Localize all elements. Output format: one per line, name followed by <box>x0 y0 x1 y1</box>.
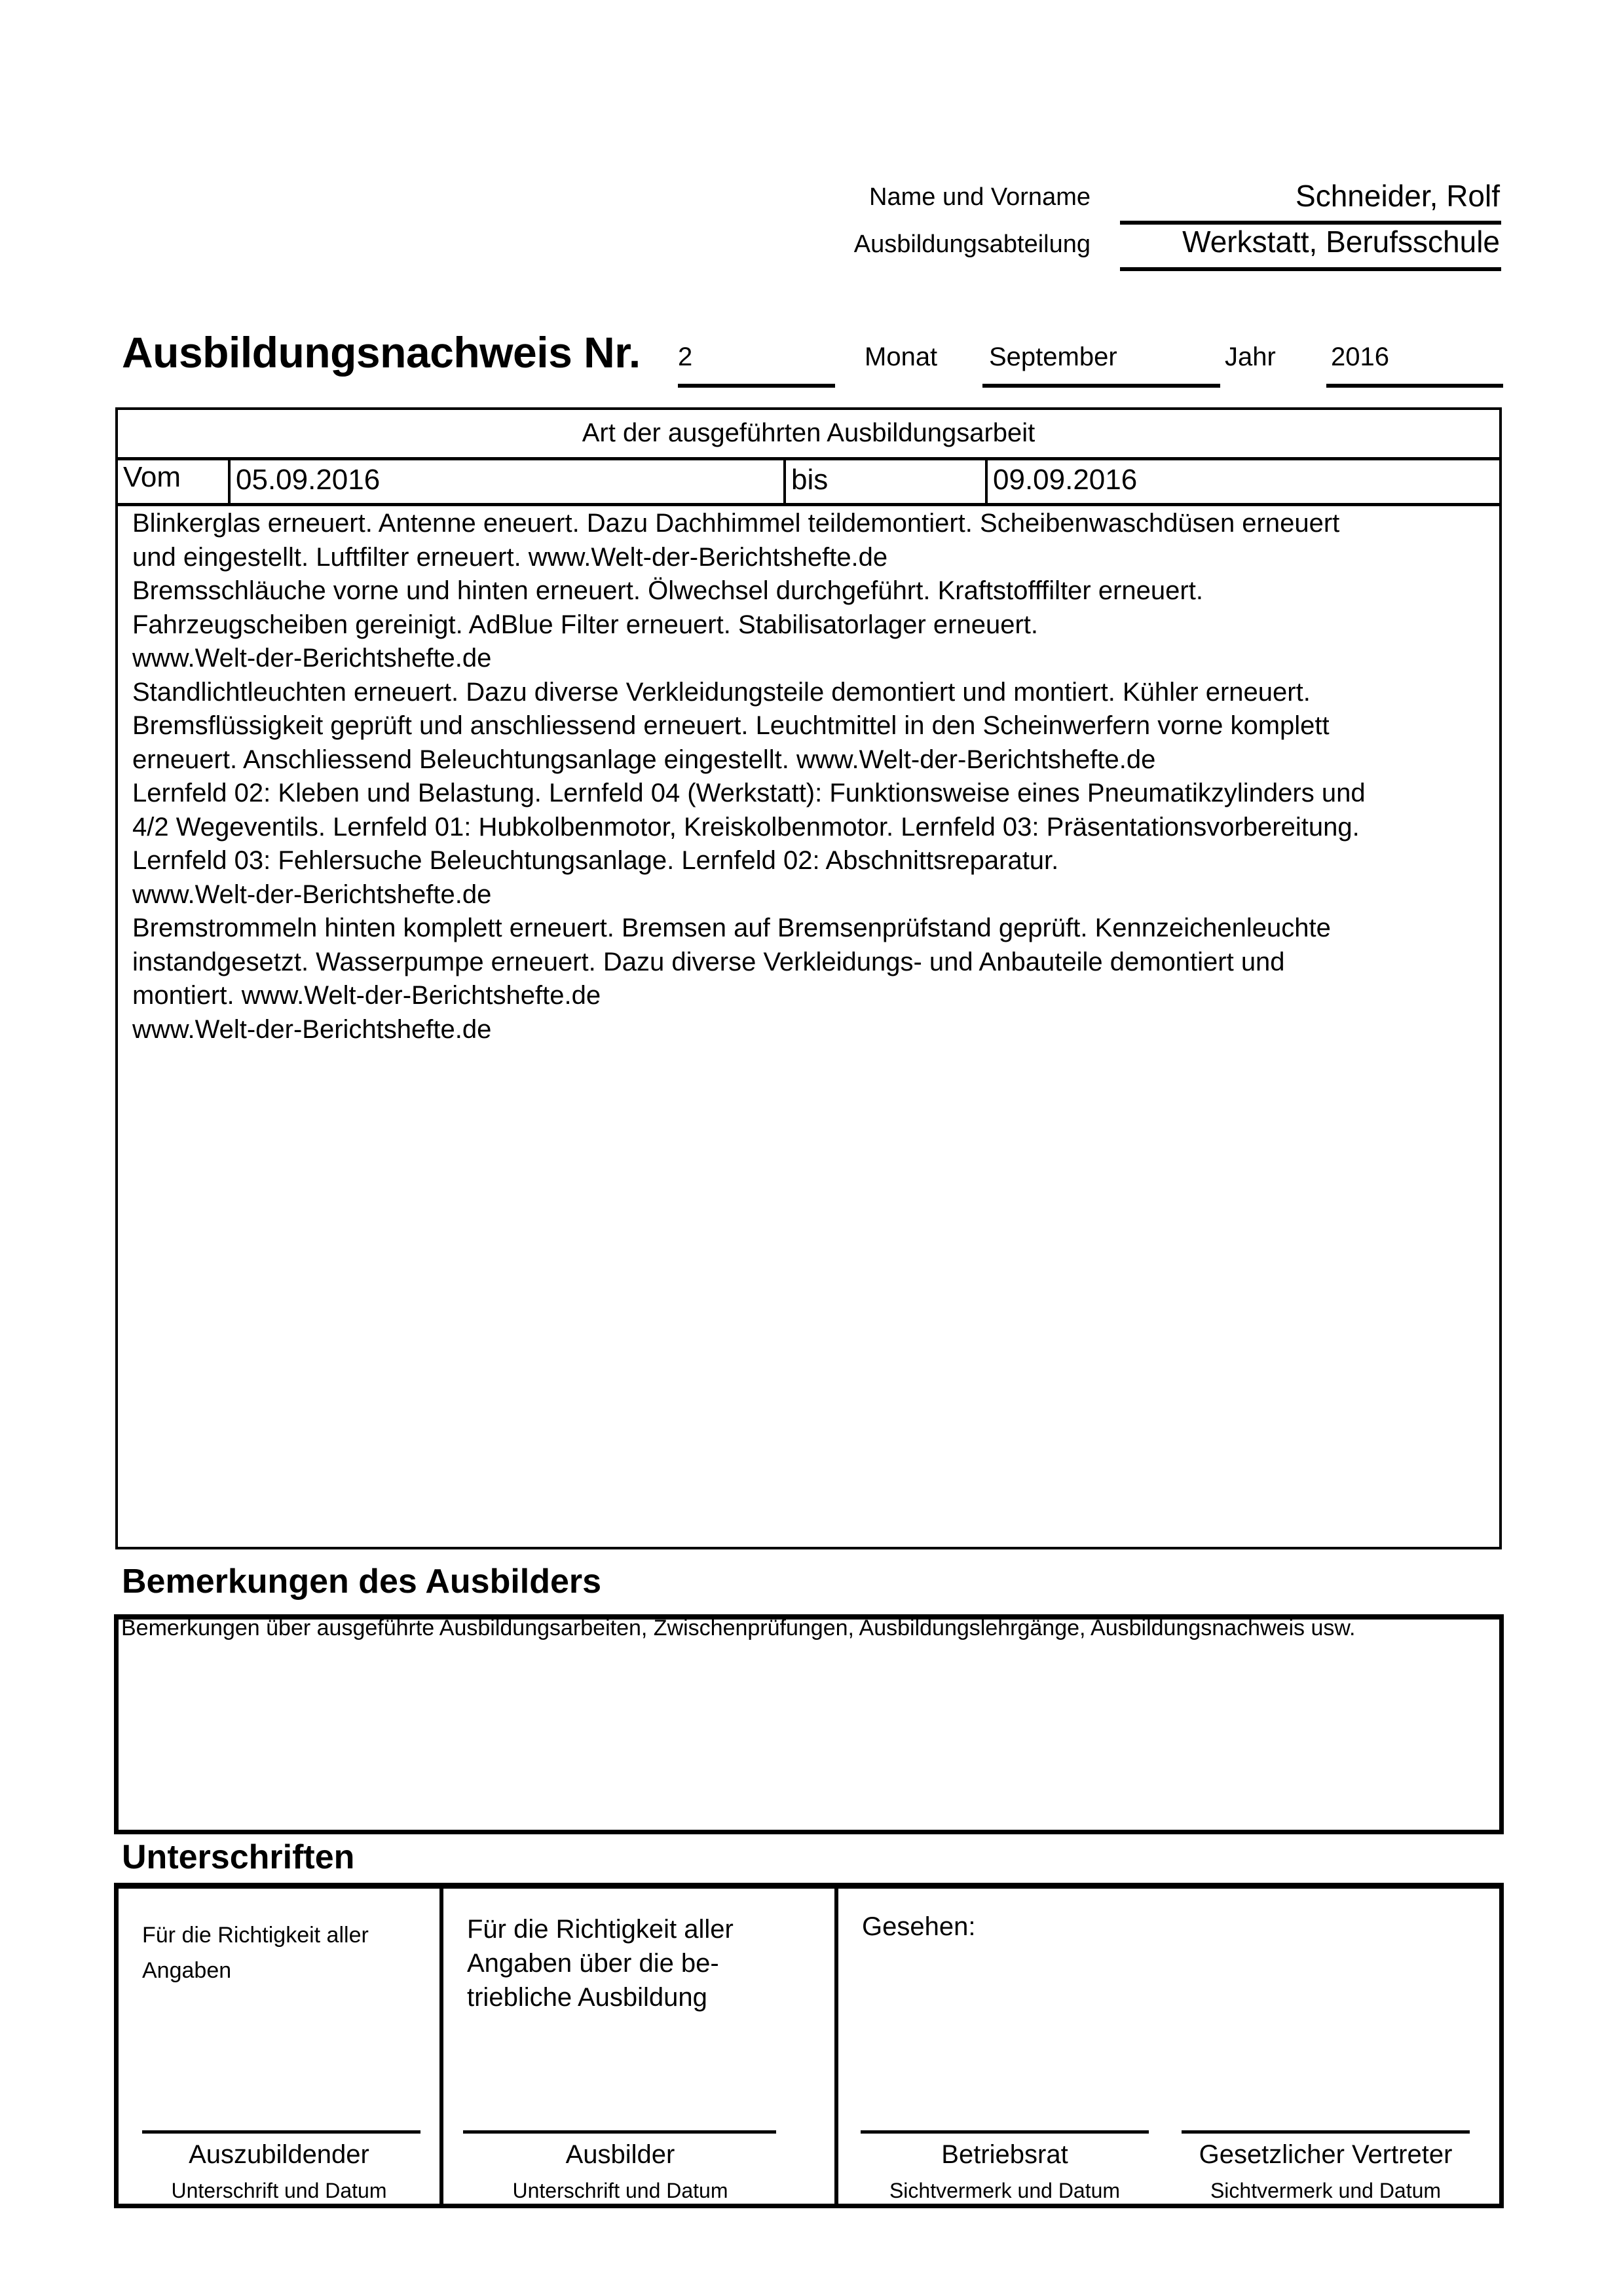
name-field[interactable]: Schneider, Rolf <box>1296 179 1500 213</box>
trainer-signature-line[interactable] <box>463 2130 776 2134</box>
to-date-value: 09.09.2016 <box>993 464 1138 496</box>
to-label: bis <box>791 464 829 496</box>
signature-col-seen <box>834 1889 1499 2204</box>
work-line: Lernfeld 03: Fehlersuche Beleuchtungsanlage. Lernfeld 02: Abschnittsreparatur. <box>132 846 1059 875</box>
works-council-role: Betriebsrat <box>941 2140 1068 2169</box>
trainer-role: Ausbilder <box>565 2140 675 2169</box>
from-label: Vom <box>123 461 181 493</box>
work-line: montiert. www.Welt-der-Berichtshefte.de <box>132 981 601 1010</box>
remarks-heading: Bemerkungen des Ausbilders <box>122 1563 602 1601</box>
work-line: www.Welt-der-Berichtshefte.de <box>132 1014 492 1044</box>
department-field[interactable]: Werkstatt, Berufsschule <box>1182 225 1500 259</box>
work-line: instandgesetzt. Wasserpumpe erneuert. Dazu diverse Verkleidungs- und Anbauteile demontiert und <box>132 947 1285 976</box>
text-line: Angaben über die be- <box>467 1949 719 1978</box>
work-line: Bremsflüssigkeit geprüft und anschliessend erneuert. Leuchtmittel in den Scheinwerfern vorne komplett <box>132 711 1330 740</box>
text-line: Für die Richtigkeit aller <box>142 1923 369 1948</box>
report-number-underline <box>678 384 835 388</box>
department-label: Ausbildungsabteilung <box>853 231 1091 258</box>
works-council-sub: Sichtvermerk und Datum <box>889 2179 1121 2202</box>
work-line: Standlichtleuchten erneuert. Dazu diverse Verkleidungsteile demontiert und montiert. Kühler erneuert. <box>132 677 1311 707</box>
signature-col-trainee <box>119 1889 439 2204</box>
text-line: triebliche Ausbildung <box>467 1983 707 2012</box>
to-date-field[interactable] <box>985 460 1502 503</box>
month-underline <box>982 384 1220 388</box>
work-line: Bremsschläuche vorne und hinten erneuert. Ölwechsel durchgeführt. Kraftstofffilter erneuert. <box>132 576 1203 605</box>
to-label-cell <box>783 460 985 503</box>
trainer-confirmation-text <box>467 1912 734 2014</box>
trainee-signature-line[interactable] <box>142 2130 420 2134</box>
report-number-field[interactable]: 2 <box>678 343 693 371</box>
year-field[interactable]: 2016 <box>1331 343 1389 371</box>
from-date-value: 05.09.2016 <box>236 464 381 496</box>
remarks-field[interactable] <box>114 1614 1504 1834</box>
text-line: Für die Richtigkeit aller <box>467 1915 734 1944</box>
work-line: Fahrzeugscheiben gereinigt. AdBlue Filter erneuert. Stabilisatorlager erneuert. <box>132 610 1039 639</box>
signature-col-trainer <box>439 1889 834 2204</box>
work-description[interactable] <box>132 507 1486 1046</box>
year-underline <box>1326 384 1503 388</box>
work-line: www.Welt-der-Berichtshefte.de <box>132 880 492 909</box>
trainee-sub: Unterschrift und Datum <box>171 2179 387 2202</box>
legal-guardian-sub: Sichtvermerk und Datum <box>1210 2179 1442 2202</box>
work-line: erneuert. Anschliessend Beleuchtungsanlage eingestellt. www.Welt-der-Berichtshefte.de <box>132 745 1156 774</box>
trainer-sub: Unterschrift und Datum <box>512 2179 728 2202</box>
work-line: und eingestellt. Luftfilter erneuert. www.Welt-der-Berichtshefte.de <box>132 542 888 572</box>
work-line: 4/2 Wegeventils. Lernfeld 01: Hubkolbenmotor, Kreiskolbenmotor. Lernfeld 03: Präsentationsvorbereitung. <box>132 812 1360 842</box>
legal-guardian-signature-line[interactable] <box>1182 2130 1470 2134</box>
work-table <box>115 407 1502 1549</box>
page-title: Ausbildungsnachweis Nr. <box>122 328 641 377</box>
department-underline <box>1120 267 1501 271</box>
month-label: Monat <box>865 343 938 371</box>
month-field[interactable]: September <box>989 343 1117 371</box>
work-line: Lernfeld 02: Kleben und Belastung. Lernfeld 04 (Werkstatt): Funktionsweise eines Pneumatikzylinders und <box>132 779 1366 807</box>
work-line: www.Welt-der-Berichtshefte.de <box>132 644 492 673</box>
year-label: Jahr <box>1225 343 1276 371</box>
name-label: Name und Vorname <box>869 183 1091 211</box>
text-line: Angaben <box>142 1958 232 1983</box>
date-range-row <box>118 460 1499 506</box>
signatures-heading: Unterschriften <box>122 1838 355 1876</box>
seen-label: Gesehen: <box>862 1912 976 1941</box>
work-table-heading: Art der ausgeführten Ausbildungsarbeit <box>118 410 1499 460</box>
remarks-hint: Bemerkungen über ausgeführte Ausbildungsarbeiten, Zwischenprüfungen, Ausbildungslehrgänge, Ausbildungsnachweis usw. <box>121 1616 1356 1640</box>
work-line: Bremstrommeln hinten komplett erneuert. Bremsen auf Bremsenprüfstand geprüft. Kennzeichenleuchte <box>132 914 1331 942</box>
legal-guardian-role: Gesetzlicher Vertreter <box>1199 2140 1453 2169</box>
signatures-table <box>114 1883 1504 2208</box>
works-council-signature-line[interactable] <box>861 2130 1149 2134</box>
work-line: Blinkerglas erneuert. Antenne eneuert. Dazu Dachhimmel teildemontiert. Scheibenwaschdüsen erneuert <box>132 509 1340 538</box>
trainee-role: Auszubildender <box>189 2140 369 2169</box>
trainee-confirmation-text <box>142 1917 369 1988</box>
